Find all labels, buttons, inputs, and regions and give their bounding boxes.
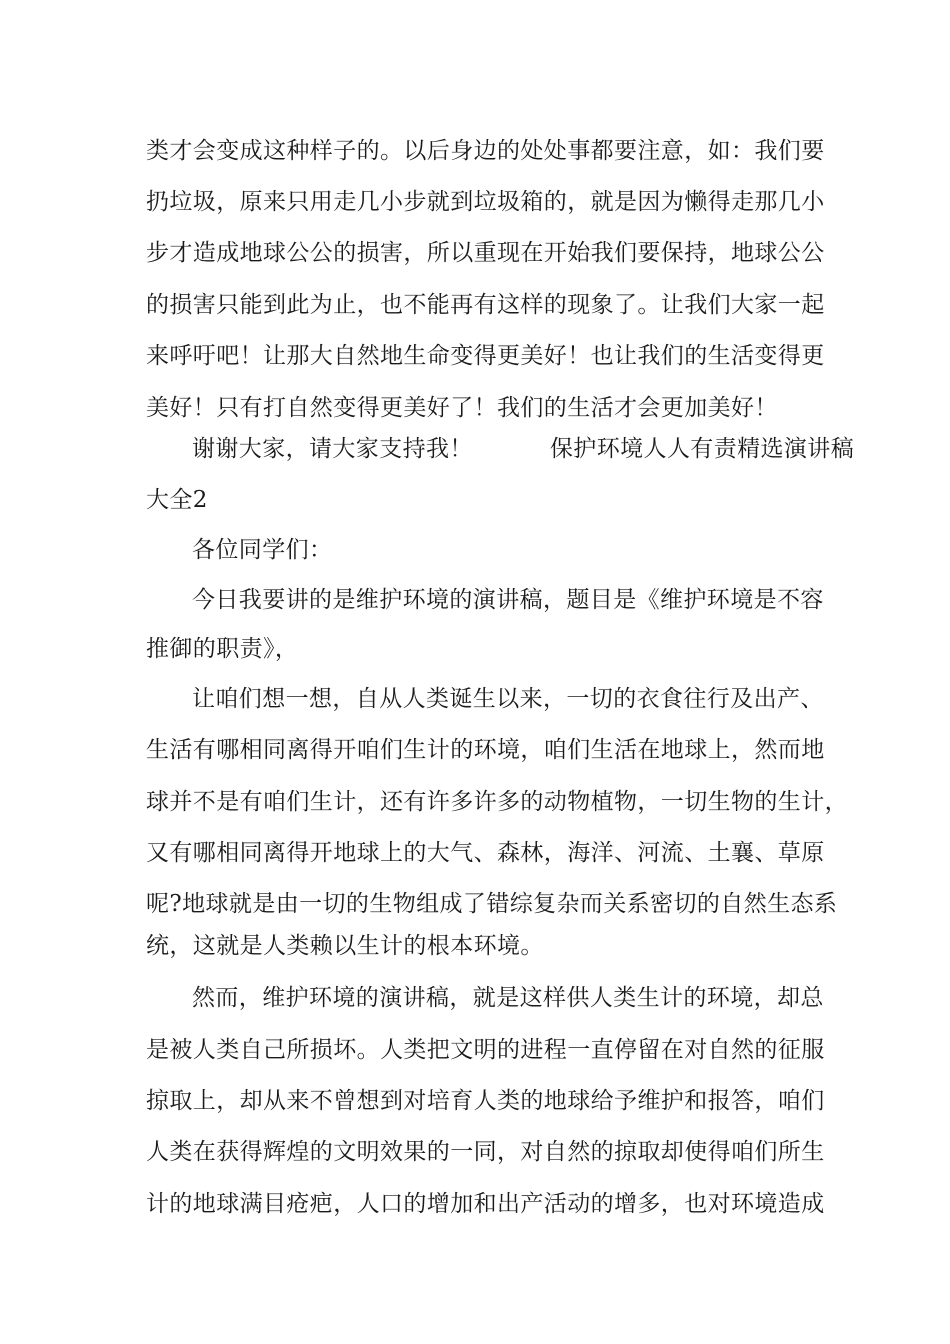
title-continuation-line: 大全2 [146,487,208,513]
body-text-line: 生活有哪相同离得开咱们生计的环境，咱们生活在地球上，然而地 [146,737,825,763]
body-text-line: 美好！只有打自然变得更美好了！我们的生活才会更加美好！ [146,395,778,421]
body-text-line: 步才造成地球公公的损害，所以重现在开始我们要保持，地球公公 [146,240,825,266]
body-text-line: 类才会变成这种样子的。以后身边的处处事都要注意，如：我们要 [146,138,825,164]
body-text-line: 呢?地球就是由一切的生物组成了错综复杂而关系密切的自然生态系 [146,891,838,917]
body-text-line: 让咱们想一想，自从人类诞生以来，一切的衣食往行及出产、 [192,686,824,712]
body-text-line: 推御的职责》， [146,636,299,662]
body-text-line: 然而，维护环境的演讲稿，就是这样供人类生计的环境，却总 [192,985,824,1011]
salutation-line: 各位同学们： [192,537,333,563]
body-text-line: 的损害只能到此为止，也不能再有这样的现象了。让我们大家一起 [146,292,825,318]
body-text-line: 又有哪相同离得开地球上的大气、森林，海洋、河流、土襄、草原 [146,840,825,866]
body-text-line: 人类在获得辉煌的文明效果的一同，对自然的掠取却使得咱们所生 [146,1139,825,1165]
body-text-line: 统，这就是人类赖以生计的根本环境。 [146,933,544,959]
body-text-line: 今日我要讲的是维护环境的演讲稿，题目是《维护环境是不容 [192,587,824,613]
body-text-line: 扔垃圾，原来只用走几小步就到垃圾箱的，就是因为懒得走那几小 [146,189,825,215]
body-text-line: 球并不是有咱们生计，还有许多许多的动物植物，一切生物的生计， [146,789,848,815]
body-text-line: 来呼吁吧！让那大自然地生命变得更美好！也让我们的生活变得更 [146,343,825,369]
body-text-line: 计的地球满目疮疤，人口的增加和出产活动的增多，也对环境造成 [146,1191,825,1217]
closing-and-title-line: 谢谢大家，请大家支持我！ 保护环境人人有责精选演讲稿 [192,436,855,462]
body-text-line: 掠取上，却从来不曾想到对培育人类的地球给予维护和报答，咱们 [146,1088,825,1114]
body-text-line: 是被人类自己所损坏。人类把文明的进程一直停留在对自然的征服 [146,1037,825,1063]
